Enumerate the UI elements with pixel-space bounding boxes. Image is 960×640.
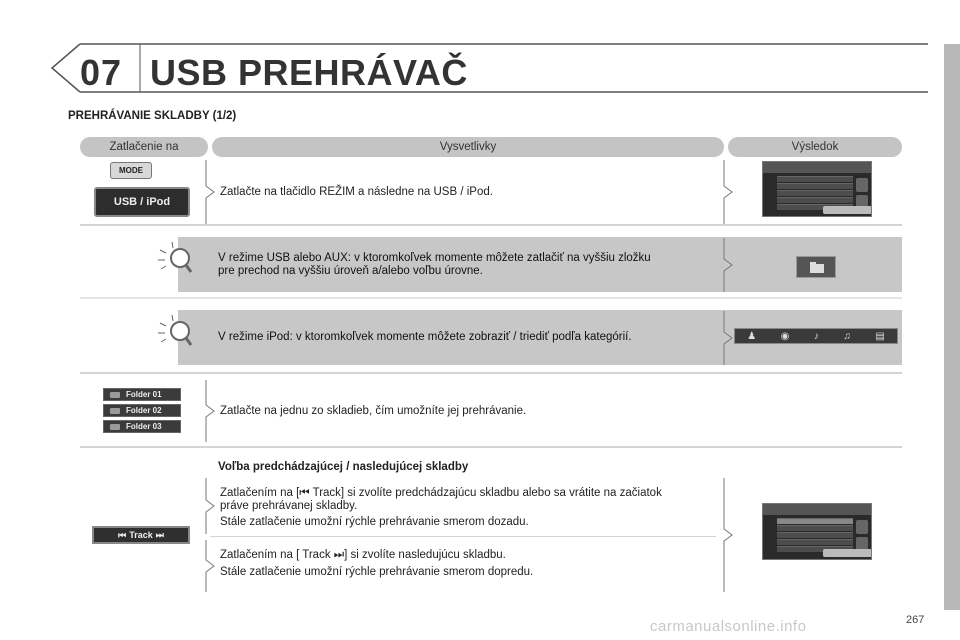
result-screen-tracklist: [762, 503, 872, 560]
row-separator: [80, 224, 902, 226]
row3-next-line2: Stále zatlačenie umožní rýchle prehrávanie smerom dopredu.: [220, 566, 534, 578]
album-icon: ◉: [780, 330, 790, 342]
row1-text: Zatlačte na tlačidlo REŽIM a následne na USB / iPod.: [220, 186, 493, 198]
magnifier-tip-icon: [156, 240, 194, 280]
song-icon: ♪: [813, 330, 819, 342]
folder-button-1: Folder 01: [103, 388, 181, 401]
watermark: carmanualsonline.info: [650, 618, 807, 635]
arrow-divider: [204, 160, 220, 224]
folder-icon: [110, 424, 120, 430]
arrow-divider: [204, 540, 220, 592]
arrow-divider: [722, 238, 738, 292]
ipod-category-bar: [734, 328, 898, 344]
row3-prev-line2: práve prehrávanej skladby.: [220, 500, 358, 512]
magnifier-tip-icon: [156, 313, 194, 353]
tip2-line1: V režime iPod: v ktoromkoľvek momente môžete zobraziť / triediť podľa kategórií.: [218, 331, 632, 343]
row3-prev-line1: Zatlačením na [⏮ Track] si zvolíte predchádzajúcu skladbu alebo sa vrátite na začiatok: [220, 487, 662, 499]
column-header-explanation: Vysvetlivky: [212, 137, 724, 157]
artist-icon: ♟: [747, 330, 757, 342]
row-separator: [80, 297, 902, 299]
row-separator: [80, 372, 902, 374]
row-separator: [80, 446, 902, 448]
usb-ipod-button-image: [94, 187, 190, 217]
row3-heading: Voľba predchádzajúcej / nasledujúcej skladby: [218, 461, 469, 473]
row3-prev-line3: Stále zatlačenie umožní rýchle prehrávanie smerom dozadu.: [220, 516, 529, 528]
arrow-divider: [722, 160, 738, 224]
prev-track-icon: ⏮: [118, 529, 127, 540]
row2-text: Zatlačte na jednu zo skladieb, čím umožníte jej prehrávanie.: [220, 405, 527, 417]
folder-icon: [797, 257, 836, 278]
folder-button-2: Folder 02: [103, 404, 181, 417]
result-screen-usb: [762, 161, 872, 217]
column-header-press: Zatlačenie na: [80, 137, 208, 157]
next-track-icon: ⏭: [155, 529, 164, 540]
sub-separator: [210, 536, 716, 537]
column-header-result: Výsledok: [728, 137, 902, 157]
tip1-line2: pre prechod na vyššiu úroveň a/alebo voľbu úrovne.: [218, 265, 483, 277]
mode-button-label: MODE: [119, 166, 143, 175]
track-button-label: Track: [129, 530, 153, 540]
playlist-icon: ▤: [875, 330, 885, 342]
page-edge-bar: [944, 44, 960, 610]
chapter-number: 07: [80, 52, 123, 93]
mode-button-image: [110, 162, 152, 179]
folder-icon: [110, 408, 120, 414]
page-number: 267: [906, 614, 925, 626]
folder-icon: [110, 392, 120, 398]
row3-next-line1: Zatlačením na [ Track ⏭] si zvolíte nasledujúcu skladbu.: [220, 549, 506, 561]
usb-ipod-button-label: USB / iPod: [113, 196, 171, 208]
arrow-divider: [204, 478, 220, 534]
arrow-divider: [204, 380, 220, 442]
track-button-image: [92, 526, 190, 544]
arrow-divider: [722, 478, 738, 592]
result-folder-button: [796, 256, 836, 278]
folder-button-3: Folder 03: [103, 420, 181, 433]
chapter-title: USB PREHRÁVAČ: [150, 52, 468, 93]
tip1-line1: V režime USB alebo AUX: v ktoromkoľvek momente môžete zatlačiť na vyššiu zložku: [218, 252, 651, 264]
genre-icon: ♫: [843, 330, 851, 342]
section-title: PREHRÁVANIE SKLADBY (1/2): [68, 110, 237, 122]
